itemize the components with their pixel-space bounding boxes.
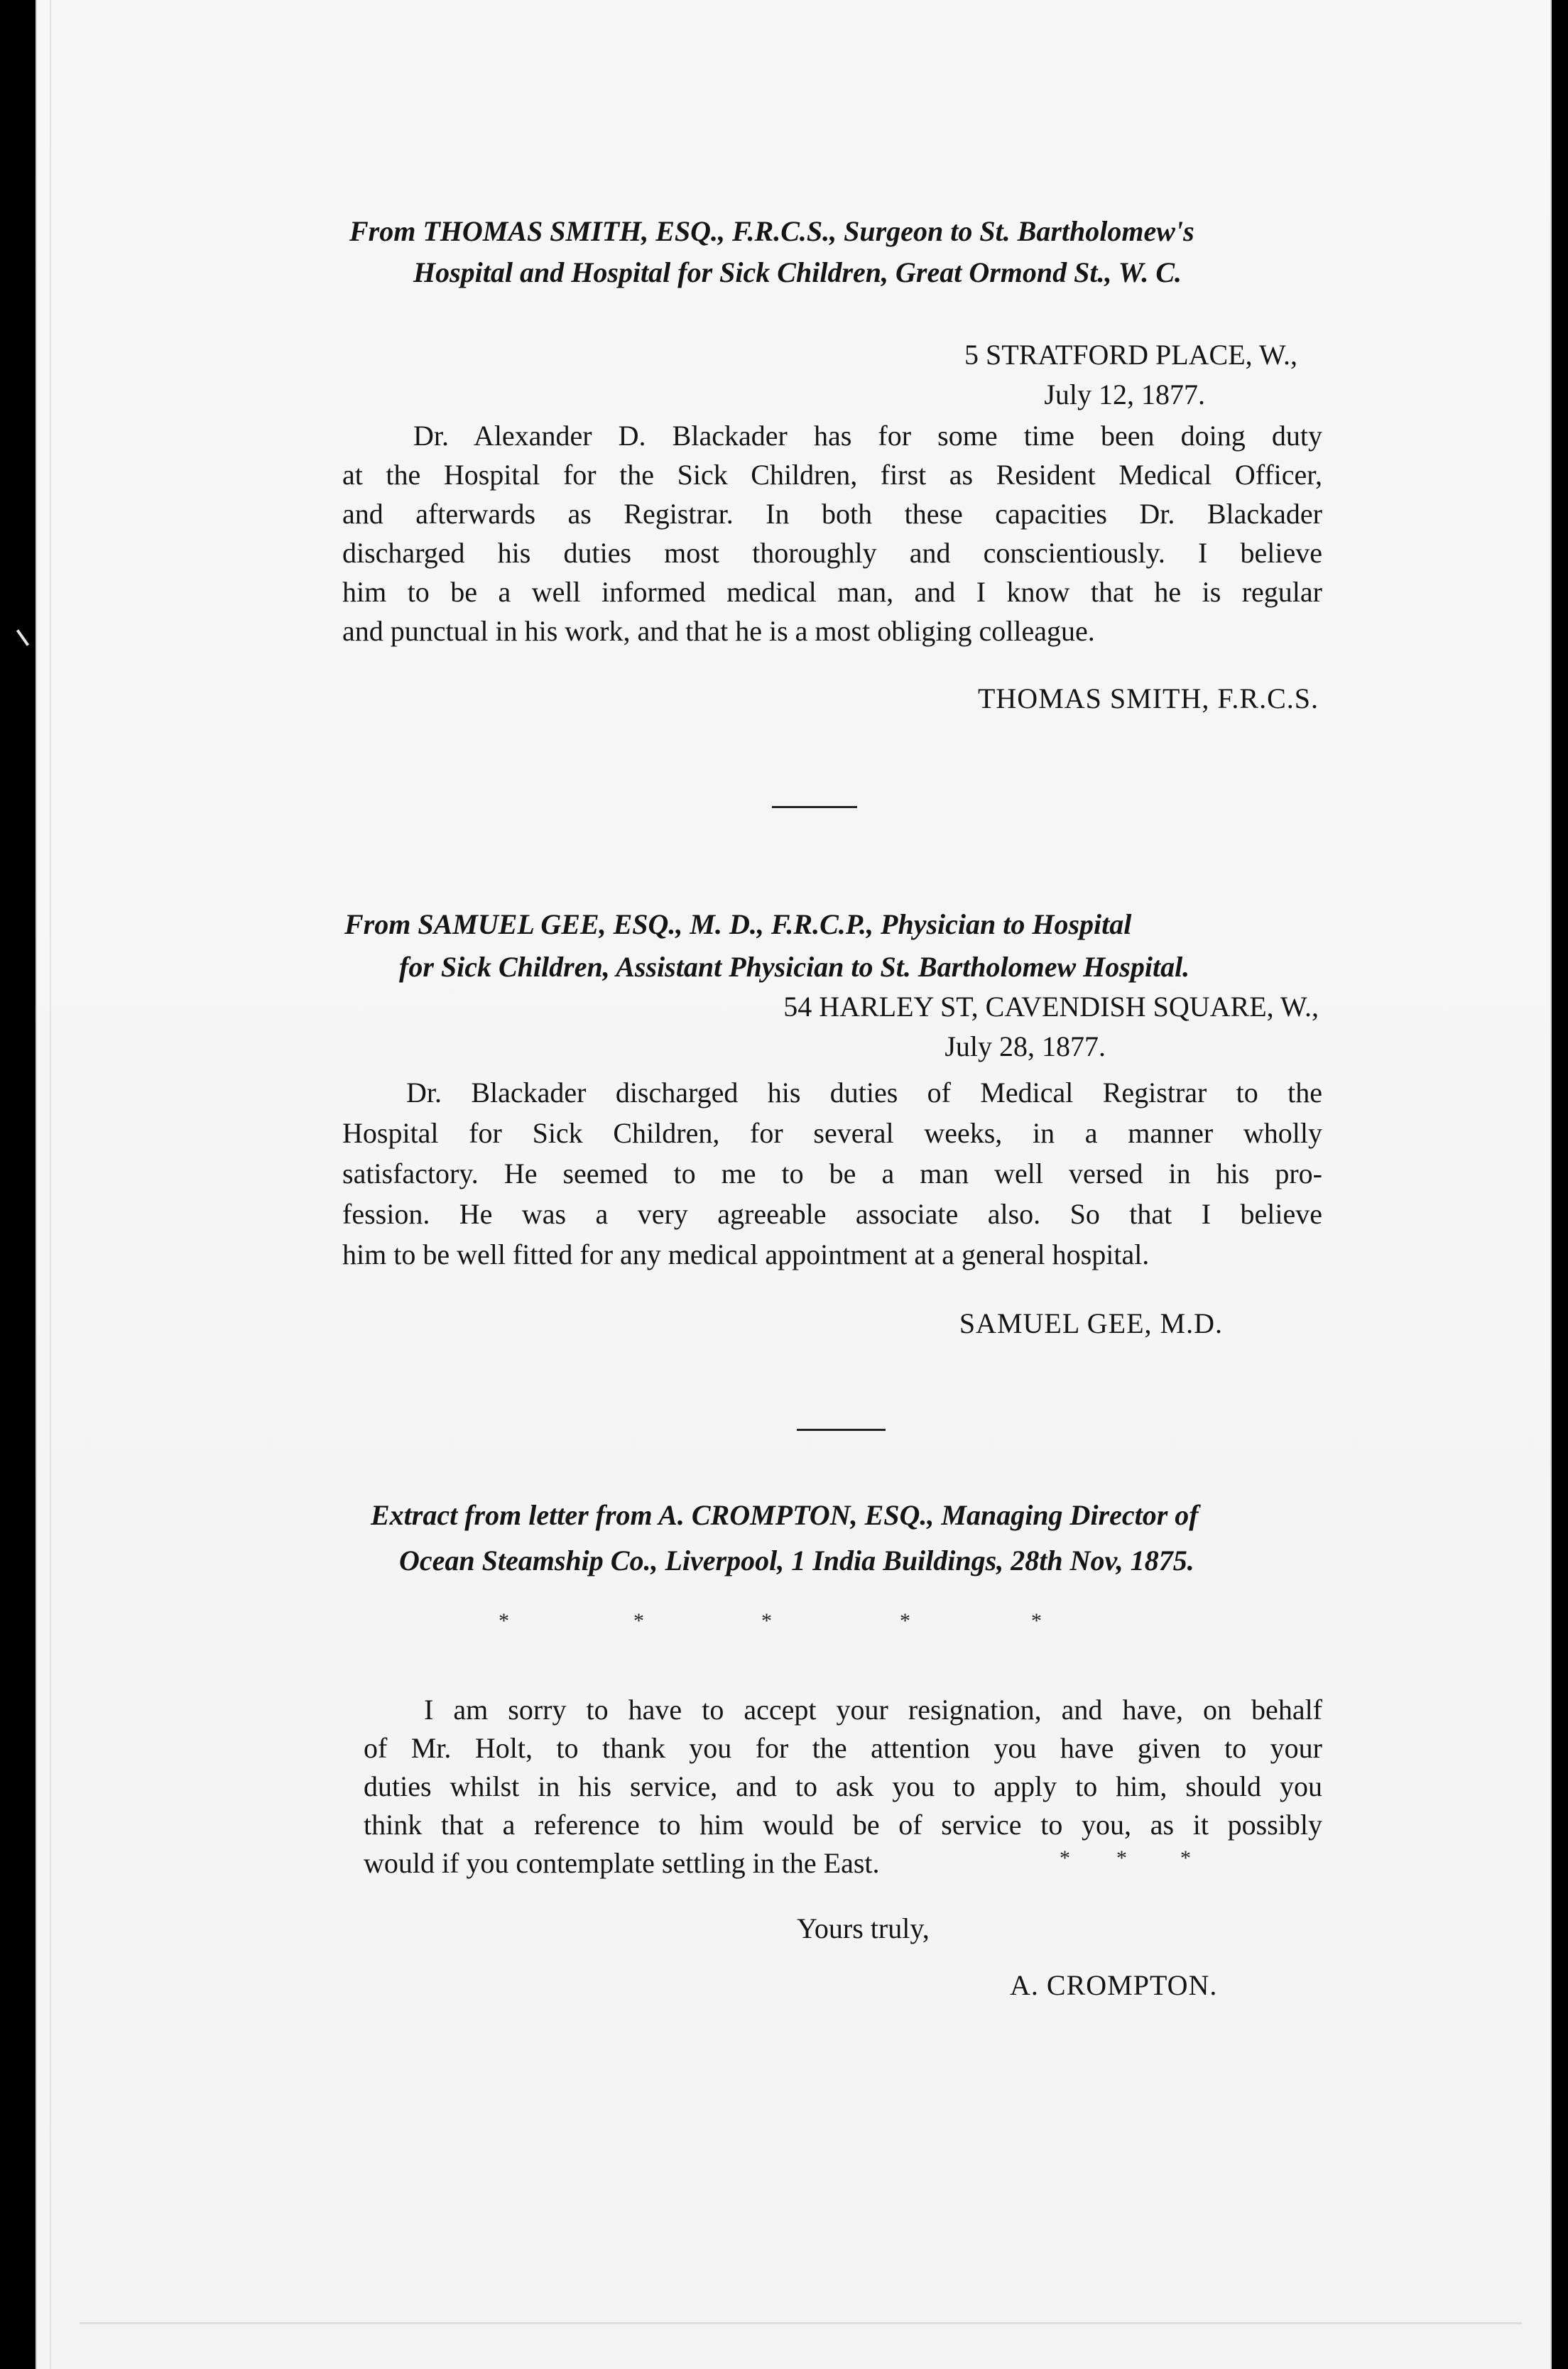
letter2-body-line-1: Dr. Blackader discharged his duties of Medical Registrar to the	[406, 1077, 1322, 1109]
letter1-date: July 12, 1877.	[1044, 379, 1205, 410]
letter2-body-line-3: satisfactory. He seemed to me to be a man well versed in his pro-	[342, 1158, 1322, 1189]
trailing-asterisk: *	[1060, 1846, 1070, 1870]
letter3-body-line-4: think that a reference to him would be of service to you, as it possibly	[364, 1809, 1322, 1841]
letter3-body-line-3: duties whilst in his service, and to ask you to apply to him, should you	[364, 1770, 1322, 1802]
page-fold-line	[50, 0, 51, 2369]
letter3-body-line-5: would if you contemplate settling in the East.	[364, 1847, 880, 1879]
page-bottom-edge	[80, 2322, 1522, 2324]
section-divider-1	[772, 806, 857, 808]
letter1-body-line-6: and punctual in his work, and that he is a most obliging colleague.	[342, 615, 1095, 647]
letter1-body-line-2: at the Hospital for the Sick Children, first as Resident Medical Officer,	[342, 459, 1322, 491]
letter2-date: July 28, 1877.	[944, 1030, 1106, 1062]
letter1-body-line-5: him to be a well informed medical man, and I know that he is regular	[342, 576, 1322, 608]
document-page	[36, 0, 1552, 2369]
letter2-heading-line-2: for Sick Children, Assistant Physician to St. Bartholomew Hospital.	[399, 951, 1190, 983]
letter2-body-line-4: fession. He was a very agreeable associate also. So that I believe	[342, 1198, 1322, 1230]
letter1-body-line-3: and afterwards as Registrar. In both these capacities Dr. Blackader	[342, 498, 1322, 530]
letter3-heading-line-1: Extract from letter from A. CROMPTON, ESQ., Managing Director of	[371, 1499, 1199, 1531]
letter3-body-line-1: I am sorry to have to accept your resignation, and have, on behalf	[424, 1694, 1322, 1726]
letter2-address: 54 HARLEY ST, CAVENDISH SQUARE, W.,	[783, 991, 1319, 1023]
margin-mark	[16, 629, 29, 646]
letter2-body-line-2: Hospital for Sick Children, for several weeks, in a manner wholly	[342, 1117, 1322, 1149]
letter1-body-line-1: Dr. Alexander D. Blackader has for some time been doing duty	[413, 420, 1322, 452]
letter1-body-line-4: discharged his duties most thoroughly and conscientiously. I believe	[342, 537, 1322, 569]
letter3-heading-line-2: Ocean Steamship Co., Liverpool, 1 India Buildings, 28th Nov, 1875.	[399, 1545, 1194, 1576]
letter3-signature: A. CROMPTON.	[1010, 1969, 1218, 2001]
trailing-asterisk: *	[1180, 1846, 1191, 1870]
letter2-signature: SAMUEL GEE, M.D.	[959, 1307, 1223, 1339]
separator-asterisk: *	[1031, 1609, 1042, 1633]
letter1-signature: THOMAS SMITH, F.R.C.S.	[977, 682, 1319, 714]
separator-asterisk: *	[633, 1609, 644, 1633]
letter1-heading-line-2: Hospital and Hospital for Sick Children, Great Ormond St., W. C.	[413, 256, 1182, 288]
section-divider-2	[797, 1429, 886, 1431]
separator-asterisk: *	[499, 1609, 509, 1633]
letter1-address: 5 STRATFORD PLACE, W.,	[964, 339, 1297, 371]
letter3-closing: Yours truly,	[797, 1912, 930, 1944]
separator-asterisk: *	[900, 1609, 910, 1633]
letter2-body-line-5: him to be well fitted for any medical appointment at a general hospital.	[342, 1238, 1150, 1270]
separator-asterisk: *	[761, 1609, 772, 1633]
trailing-asterisk: *	[1116, 1846, 1127, 1870]
letter3-body-line-2: of Mr. Holt, to thank you for the attention you have given to your	[364, 1732, 1322, 1764]
letter1-heading-line-1: From THOMAS SMITH, ESQ., F.R.C.S., Surgeon to St. Bartholomew's	[349, 215, 1194, 247]
letter2-heading-line-1: From SAMUEL GEE, ESQ., M. D., F.R.C.P., Physician to Hospital	[344, 908, 1132, 940]
